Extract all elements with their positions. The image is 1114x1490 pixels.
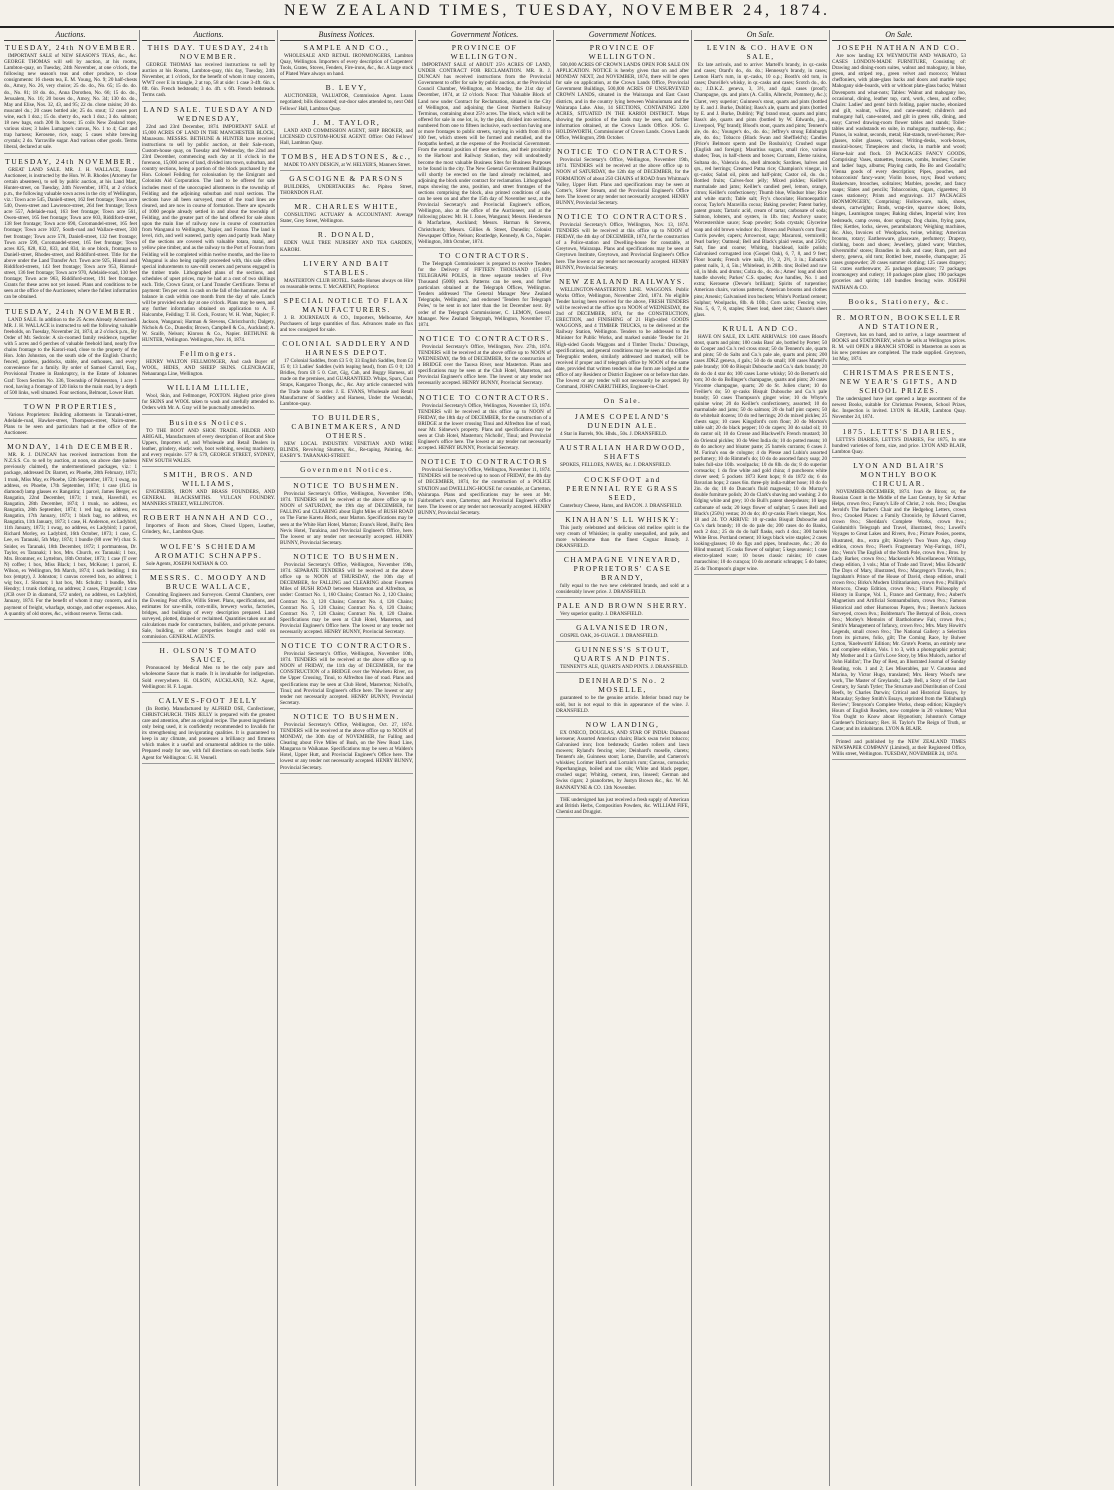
advertisement-title: LIVERY AND BAIT STABLES. (303, 258, 390, 277)
advertisement-body: Canterbury Cheese, Hams, and BACON. J. DRANSFIELD. (560, 502, 683, 509)
advertisement-body: Provincial Secretary's Office, Wellington, November 19th, 1874. TENDERS will be received at the above office up to NOON of SATURDAY, the 12th day of DECEMBER, for the FORMATION of about 250 CHAINS of ROAD from Whitmaa's Valley, Upper Hutt. Plans and specifications may be seen at Cotter's, Silver Stream, and the Provincial Engineer's Office here. The lowest or any tender not necessarily accepted. HENRY BUNNY, Provincial Secretary. (556, 157, 689, 206)
column-heading: Auctions. (142, 30, 275, 41)
advertisement-body: Pronounced by Medical Men to be the only pure and wholesome Sauce that is made. It is invaluable for indigestion. Sold everywhere. H. OLSON, AUCKLAND, N.Z. Agent, Wellington: H. F. Logan. (142, 665, 275, 690)
advertisement-body: Printed and published by the NEW ZEALAND TIMES NEWSPAPER COMPANY (Limited), at their Registered Office, Willis street, Wellington. TUESDAY, NOVEMBER 24, 1874. (832, 738, 966, 757)
advertisement-body: EX ONECO, DOUGLAS, AND STAR OF INDIA: Diamond kerosene; Assorted American chairs; Black swan twist tobacco; Galvanised iron; Iron bedsteads; Garden rollers and lawn mowers; Ryland's fencing wire; Deinhard's moselle, clarets; Tennent's ale, Guinness stout; Lorne, Danville, and Cameron's whiskies; Lorimer Hart's and Lorrain's rum; Canvas, cornsacks; Paperhangings, boiled and raw oils; White and black pepper, crushed sugar; Whiting, cement, iron, linseed; German and Swiss cigars; 2 pianofortes, by Justyn Brown &c., &c. W. M. BANNATYNE & CO. 13th November. (556, 729, 689, 791)
advertisement-title: NEW ZEALAND RAILWAYS. (559, 276, 686, 286)
column-heading: On Sale. (694, 30, 827, 41)
advertisement-title: NOTICE TO CONTRACTORS. (419, 392, 550, 402)
advertisement (280, 174, 413, 199)
advertisement (556, 475, 689, 512)
advertisement-body: Provincial Secretary's Office, Wellington, Nov. 13, 1874. TENDERS will be received at this office up to NOON of FRIDAY, the 4th day of DECEMBER, 1874, for the construction of a Police-station and Dwelling-house for constable, at Greytown, Wairarapa. Plans and specifications may be seen at Greytown Institute, Greytown, and Provincial Engineer's Office here. The lowest or any tender not necessarily accepted. HENRY BUNNY, Provincial Secretary. (556, 221, 689, 271)
advertisement (556, 623, 689, 642)
advertisement-body: TO THE BOOT AND SHOE TRADE. HILDER AND ABIGAIL, Manufacturers of every description of Boot and Shoe Uppers, Importers of, and Wholesale and Retail Dealers in leather, grindery, elastic web, boot webbing, sewing machinery, and every requisite. 577 & 579, GEORGE STREET, SYDNEY, NEW SOUTH WALES. (142, 427, 275, 464)
advertisement-title: NOTICE TO CONTRACTORS. (557, 211, 688, 221)
advertisement (556, 601, 689, 620)
advertisement-title: TO CONTRACTORS. (439, 250, 530, 260)
advertisement-title: H. OLSON'S TOMATO SAUCE, (159, 646, 258, 665)
advertisement-body: CONSULTING ACTUARY & ACCOUNTANT. Average Stater, Grey Street, Wellington. (280, 212, 413, 225)
advertisement-title: PROVINCE OF WELLINGTON. (588, 43, 657, 61)
advertisement (4, 307, 137, 399)
column-5 (554, 30, 692, 1486)
advertisement-body: ENGINEERS, IRON AND BRASS FOUNDERS, AND GENERAL BLACKSMITHS. VULCAN FOUNDRY. MANNERS STREET, WELLINGTON. (142, 489, 275, 508)
advertisement-body: Sole Agents, JOSEPH NATHAN & CO. (146, 560, 229, 567)
advertisement-body: 22nd and 23rd December, 1874. IMPORTANT SALE of 15,000 ACRES OF LAND IN THE MANCHESTER BLOCK, Manawatu. MESSRS. BETHUNE & HUNTER have received instructions to sell by public auction, at their Sale-room, Custom-house quay, on Tuesday and Wednesday, the 22nd and 23rd December, commencing each day at 11 o'clock in the forenoon, 15,000 acres of land, divided into town, suburban, and country sections, being a portion of the block purchased by the Hon. Colonel Feilding for colonisation by the Emigrant and Colonists Aid Corporation. The land to be offered for sale includes most of the unoccupied allotments in the township of Feilding and the adjoining suburban and rural sections. The sections have all been surveyed, most of the road lines are cleared, and are now in course of formation. There are upwards of 1000 people already settled in and about the township of Feilding, and the greater part of the land offered for sale abuts upon the main line of railway now in course of construction from Wanganui to Wellington, Napier, and Foxton. The land is level, rich, and well watered, partly open and partly bush. Many of the sections are covered with valuable totara, matai, and yellow pine timber, and as the railway to the Port of Foxton from Feilding will be completed within twelve months, and the line to Wanganui is also being rapidly proceeded with, this sale offers special inducements to saw-mill owners and persons engaged in the timber trade. Lithographed plans of the sections, and schedules of upset prices, may be had at a cost of two shillings each. Title, Crown Grant, or Land Transfer Certificate. Terms of payment: Ten per cent. in cash on the fall of the hammer, and the balance in cash within one month from the day of sale. Lunch will be provided each day at one o'clock. Plans may be seen, and any further information obtained on application to A. F. Halcombe, Feilding; T. H. Cock, Foxton; W. H. Watt, Napier; F. Jackson, Wanganui; Harman & Stevens, Christchurch; Dalgety, Nichols & Co., Dunedin; Brown, Campbell & Co., Auckland; A. W. Scaife, Nelson; Kinross & Co., Napier. BETHUNE & HUNTER, Wellington. Wellington, Nov. 16, 1874. (142, 123, 275, 343)
advertisement (556, 277, 689, 394)
advertisement (418, 334, 551, 390)
advertisement (832, 461, 966, 736)
advertisement-body: Consulting Engineers and Surveyors. Central Chambers, over the Evening Post office, Willis Street. Plans, specifications, and estimates for saw-mills, corn-mills, brewery works, factories, bridges, and buildings of every description prepared. Land surveyed, plotted, drained or reclaimed. Quantities taken out and calculations made for contractors, builders, and private persons. Sale, building, or other properties bought and sold on commission. GENERAL AGENTS. (142, 591, 275, 641)
advertisement-body: EDEN VALE TREE NURSERY AND TEA GARDEN, KARORI. (280, 240, 413, 253)
advertisement (280, 259, 413, 293)
advertisement-title: JAMES COPELAND'S DUNEDIN ALE. (574, 412, 671, 431)
advertisement (142, 513, 275, 538)
advertisement-body: MR. R. J. DUNCAN has received instructions from the N.Z.S.S. Co. to sell by auction, at noon, on above date (unless previously claimed), the undermentioned packages, viz.: 1 package, addressed Dr. Barrett, ex Phoebe, 28th February, 1873; 1 trunk, Miss May, ex Phoebe, 12th September, 1873; 1 swag, no address, ex Phoebe, 17th September, 1874; 1 case (JLG in diamond) lamp glasses ex Rangatira; 1 parcel, James Berger, ex Rangatira, 22nd December, 1873; 1 trunk, Haverhill, ex Rangatira, 28th December, 1874; 1 trunk, no address, ex Rangatira, 28th September, 1874; 1 red bag, no address, ex Rangatira, 17th January, 1873; 1 black bag, no address, ex Rangatira, 11th January, 1873; 1 case, H. Anderson, ex Ladybird, 11th January, 1873; 1 swag, no address, ex Ladybird; 1 parcel, Richard Morley, ex Ladybird, 16th October, 1873; 1 case, C. Lee, ex Taranaki, 5th May, 1874; 1 bundle (88 over W) char. S. Snider, ex Taranaki, 18th December, 1872; 1 portmanteau, Dr. Taylor, ex Taranaki; 1 box, Mrs. Church, ex Taranaki; 1 box, Mrs. Brommer, ex Lyttelton, 18th October, 1873; 1 case (T over N) coffee; 1 box, Miss Black; 1 box, McKune; 1 parcel, E. Wilson, ex Wellington, 9th March, 1874; 1 sack bedding; 1 tin box (empty), J. Johnston; 1 canvas covered box, no address; 1 wig box, J. Sloman; 1 hat box, Mr. Schultz; 1 bundle, Mrs. Hendry; 1 trunk clothing, no address; 2 cases, Fitzgerald; 1 case (JCB over D in diamond, 572 under), no address, ex Ladybird, January, 1874. For the benefit of whom it may concern, and in payment of freight, wharfage, storage, and other expenses. Also, A quantity of old stores, &c., without reserve. Terms cash. (4, 452, 137, 617)
advertisement (280, 481, 413, 549)
advertisement-title: THIS DAY. TUESDAY, 24th NOVEMBER. (147, 43, 270, 61)
advertisement-title: TO BUILDERS, CABINETMAKERS, AND OTHERS. (291, 412, 402, 440)
advertisement-title: DEINHARD'S No. 2 MOSELLE, (578, 676, 667, 695)
advertisement-title: GASCOIGNE & PARSONS (289, 174, 404, 184)
advertisement-title: NOTICE TO BUSHMEN. (293, 551, 400, 561)
advertisement (142, 105, 275, 346)
advertisement (556, 645, 689, 673)
advertisement-title: Fellmongers. (179, 348, 238, 358)
advertisement-title: TOWN PROPERTIES, (23, 401, 118, 411)
advertisement-title: JOSEPH NATHAN AND CO. (837, 43, 961, 52)
advertisement-body: This justly celebrated and delicious old mellow spirit is the very cream of Whiskies; in quality unequalled, and pale, and more wholesome than the finest Cognac Brandy. J. DRANSFIELD. (556, 524, 689, 549)
advertisement (556, 396, 689, 409)
advertisement-body: BUILDERS, UNDERTAKERS &c. Pipitea Street, THORNDON FLAT. (280, 184, 413, 197)
advertisement (832, 43, 966, 294)
advertisement-body: MADE TO ANY DESIGN, at W. HELYER'S, Manners Street. (284, 161, 412, 168)
advertisement-body: Various Proprietors: Building allotments in Taranaki-street, Adelaide-road, Hawker-street, Thompson-street, Nairn-street. Plans to be seen and particulars had at the office of the Auctioneer. (4, 411, 137, 437)
advertisement-title: WOLFE'S SCHIEDAM AROMATIC SCHNAPPS. (154, 541, 263, 560)
advertisement-body: LAND SALE. In addition to the 25 Acres Already Advertised. MR. J. H. WALLACE is instructed to sell the following valuable freeholds, on Tuesday, November 24, 1874, at 2 o'clock p.m., By Order of Mr. Sedcole: A six-roomed family residence, together with 5 acres and 6 perches of valuable freehold land, nearly five chains frontage to the Karori-road, close to the property of the Hon. John Johnston, on the south side of the English Church; fenced, gardens, paddocks, stable, and outhouses, and every convenience for a family. By order of Samuel Carroll, Esq., Provisional Trustee in Bankruptcy, in the Estate of Johannes Graf: Town Section No. 336, Township of Palmerston, 1 acre 1 rood, having a frontage of 120 links to the main road, by a depth of 500 links, well situated. Four sections, Belmont, Lower Hutt. (4, 316, 137, 396)
advertisement-title: R. MORTON, BOOKSELLER AND STATIONER, (836, 312, 962, 331)
advertisement-body: LAND AND COMMISSION AGENT, SHIP BROKER, and LICENSED CUSTOM-HOUSE AGENT. Office: Odd Fellows' Hall, Lambton Quay. (280, 127, 413, 146)
advertisement-body: Greytown, has on hand, and to arrive, a large assortment of BOOKS and STATIONERY, which he sells at Wellington prices. R. M. will OPEN a BRANCH STORE in Masterton as soon as his new premises are completed. The trade supplied. Greytown, 1st May, 1874. (832, 331, 966, 363)
advertisement-body: IMPORTANT SALE of ABOUT 25½ ACRES OF LAND, UNDER CONTRACT FOR RECLAMATION. MR. R. J. DUNCAN has received instructions from the Provincial Government to offer for sale by public auction, at the Provincial Council Chamber, Wellington, on Monday, the 21st day of December, 1874, at 12 o'clock Noon: That Valuable Block of Land now under Contract for Reclamation, situated in the City of Wellington, and adjoining the Great Northern Railway Terminus, containing about 25½ acres. The block, which will be offered for sale in one lot, is, by the plan, divided into sections, numbered from one to fifteen inclusive, each section having one or more frontages to public streets, varying in width from 40 to 100 feet, which streets will be formed and metalled, and the footpaths kerbed, at the expense of the Provincial Government. From the central position of these sections, and their proximity to the Harbour and Railway Station, they will undoubtedly become the most valuable Business Sites for Business Purposes to be found in the city. The New General Government Buildings will shortly be erected on the land already reclaimed, and adjoining the block under contract for reclamation. Lithographed maps showing the area, position, and street frontages of the sections comprising the block, also printed conditions of sale, can be seen on and after the 15th day of November next, at the Provincial Secretary's and Provincial Engineer's offices, Wellington, also at the office of the Auctioneer, and at the following places: Mr. H. I. Jones, Wanganui; Messrs. Henderson & Macfarlane, Auckland; Messrs. Harman & Stevens, Christchurch; Messrs. Gillies & Street, Dunedin; Colonist Newspaper Office, Nelson; Routledge, Kennedy, & Co., Napier. Wellington, 30th October, 1874. (418, 62, 551, 245)
advertisement (142, 43, 275, 102)
advertisement (556, 515, 689, 552)
advertisement (556, 147, 689, 209)
advertisement-body: 17 Colonial Saddles, from £3 5 0; 33 English Saddles, from £2 15 0; 13 Ladies' Saddles (with leaping head), from £5 0 0; 120 Bridles, from £0 5 0. Cart, Gig, Cab, and Buggy Harness, all made on the premises, and GUARANTEED. Whips, Spurs, Coat Straps, Kangaroo Thongs, &c., &c. Any article connected with the Trade made to order. J. E. EVANS, Wholesale and Retail Manufacturer of Saddlery and Harness, Under the Verandah, Lambton-quay. (280, 358, 413, 407)
column-heading: On Sale. (832, 30, 966, 41)
advertisement-body: HAVE ON SALE, EX LATE ARRIVALS: 100 cases Blood's stout, quarts and pints; 100 casks Bass' ale, bottled by Porter; 50 do Cooper and Co.'s red cross stout; 50 do Tennent's ale, quarts and pints; 50 do Salts and Co.'s pale ale, quarts and pints; 200 cases JDKZ geneva, 4 gals.; 50 do do small; 100 cases Martell's pale brandy; 100 do Bisquit Dubouche and Co.'s dark brandy; 20 do do do 4 star do; 100 cases Lorne whisky; 50 do Bernett's old tom; 30 do do Bollinger's champagne, quarts and pints; 20 cases Vicomte champagne, quarts; 20 do St. Julien claret; 10 do Freilier's do; 50 qr-casks Bisquit Dubouche and Co.'s pale brandy; 50 cases Thompson's ginger wine; 10 do Whyte's quinine wine; 20 do Keiller's confectionery, assorted; 10 do marmalade and jams; 50 do salmon; 20 do half pint capers; 50 do whitebait dozens; 10 do red herrings; 20 do mixed pickles; 25 chests sago; 10 cases Kingsford's corn flour; 20 do Morton's table salt; 20 do black pepper; 10 do capers; 30 do salad oil; 10 do castor oil; 10 do Crosse and Blackwell's French mustard; 30 do Oriental pickles; 10 do West India do; 10 do potted meats; 10 do do anchovy and bloater paste; 25 barrels currants; 6 cases J. M. Farina's eau de cologne; 4 do Plesse and Lubin's assorted perfumery; 10 do Rimmel's do; 10 do do assorted fancy soap; 20 bales full-size 10lb. woolpacks; 10 do 8lb. do do; 8 do superior cornsacks; 1 do fine white and gold china; 4 puncheons white clover seed; 5 pockets 1873 Kent hops; 8 do 1872 do; 6 do Bavarian hops; 2 cases 6in. three-ply india-rubber hose; 10 do do 2in. do do; 10 do Duncan's fluid magnesia; 10 do Murray's double furniture polish; 20 do Clark's shaving and washing; 2 do Edging white and grey; 10 do Bull's patent sheepshears; 10 kegs carbonate of soda; 20 kegs flower of sulphur; 5 cases Bell and Black's (250's) vestas; 20 do do; 40 qr-casks Fine's vinegar, Nos. 18 and 24. TO ARRIVE: 10 qr-casks Bisquit Dubouche and Co.'s dark brandy; 10 do do pale do; 200 cases do do Banks, each 2 doz.; 25 do do do half flasks, each 4 doz.; 300 barrels White Bros. Portland cement; 10 kegs black wire staples; 2 cases looking-glasses; 10 do figs and pipes, brushware, &c.; 20 do Blind mustard; 15 casks flower of sulphur; 5 kegs arsenic; 1 case electro-plated ware; 10 boxes classic raisins; 10 cases maraschino; 10 do curaçoa; 10 do aromatic schnapps; 5 do bates; 25 do Thompson's ginger wine. (694, 333, 827, 572)
advertisement (556, 720, 689, 794)
advertisement-body: Ex late arrivals, and to arrive: Martell's brandy, in qr.-casks and cases; Otard's do., do. do.; Hennessy's brandy, in cases; Lemon Hart's rum, in qr.-casks, 10 o.p.; Booth's old tom, in cases; Dunville's whisky, in qr.-casks and cases; Scotch do., do. do.; J.D.K.Z. geneva, 3, 3½, and 4gal. cases (proof); Champagne, qts. and pints (A. Collin, Albrecht, Pommery, &c.); Claret, very superior; Guinness's stout, quarts and pints (bottled by E. and J. Burke, Dublin); Bass's ale, quarts and pints (bottled by E. and J. Burke, Dublin); 'Pig' brand stout, quarts and pints; Bass's ale, quarts and pints (bottled by W. Edwards, jun., Liverpool, 'Pig' brand); Blood's stout, quarts and pints; Tennent's ale, do. do.; Younger's do., do. do.; Jeffrey's strong Edinburgh ale, do. do.; Tobacco (Black Swan and Sheffield's); Candles (Price's Belmont sperm and De Roubaix's); Crushed sugar (English and foreign); Mauritius sugars, small rice, various shades; Teas, in half-chests and boxes; Currants, Eleme raisins, Sultana do., Valencia do., shell almonds; Sardines, halves and qrs., red herrings; Creamed Patna rice; Champion's vinegar, in qr.-casks; Salad oil, pints and half-pints; Castor oil, do. do.; Bottled fruits; Calves-foot jelly; Mixed pickles; Keiller's marmalade and jams; Keiller's candied peel, lemon, orange, citron; Keiller's confectionery; Thumb blue, Windsor blue; Rice and white starch; Table salt; Fry's chocolate; Homoeopathic cocoa; Taylor's Maravilla cocoa; Baking powder; Patent barley, patent groats; Tartaric acid, cream of tartar, carbonate of soda; Salmon, lobsters, and oysters, in 1lb. tins; Anchovy sauce; Worcestershire sauce; Soap powder; Soda crystals; Glycerine soap and old brown windsor do.; Brown and Polson's corn flour; Curris powder, capers; Arrowroot, sago; Macaroni, vermicelli; Pearl barley; Oatmeal; Bell and Black's plaid vestas, and 250's; Salt, fine and coarse; Whiting, blacklead, knife polish; Galvanised corrugated iron (Gospel Oak), 6, 7, 8, and 9 feet; Floor boards; French wire nails, 1½, 2, 2½, 3 in.; Eubank's patent nails, 3, 4, 5in.; Whitelead, in 28lb. tins; Boiled and raw oil, in hhds. and drums; Colza do., do. do.; Ames' long and short handle shovels; Parkes' C.S. spades; Axe handles, No. 1 and extra; Kerosene (Devoe's brilliant); Spirits of turpentine; American chairs, various patterns; American brooms and clothes pins; Arsenic; Galvanised iron buckets; White's Portland cement; Sulphur; Woolpacks, 8lb. & 10lb.; Corn sacks; Fencing wire, Nos. 5, 6, 7, 8, staples; Sheet lead, sheet zinc; Chance's sheet glass. (694, 62, 827, 318)
advertisement (280, 413, 413, 462)
advertisement-title: PROVINCE OF WELLINGTON. (450, 43, 519, 61)
advertisement-title: NOTICE TO BUSHMEN. (293, 711, 400, 721)
advertisement (556, 555, 689, 598)
advertisement-body: AUCTIONEER, VALUATOR, Commission Agent. Loans negotiated; bills discounted; out-door sales attended to, next Odd Fellows' Hall, Lambton Quay. (280, 93, 413, 112)
advertisement (832, 313, 966, 365)
masthead (0, 0, 1114, 28)
column-4 (416, 30, 554, 1486)
advertisement-title: NOTICE TO BUSHMEN. (293, 481, 400, 491)
advertisement-title: ROBERT HANNAH AND CO., (143, 513, 274, 523)
advertisement (280, 339, 413, 410)
advertisement-body: J. B. JOURNEAUX & CO., Importers, Melbourne, Are Purchasers of large quantities of flax. Advances made on flax and tow consigned for sale. (280, 314, 413, 333)
advertisement-title: NOTICE TO CONTRACTORS (420, 457, 549, 467)
advertisement (142, 573, 275, 644)
advertisement-body: Provincial Secretary's Office, Wellington, November 10th, 1874. TENDERS will be received at the above office up to NOON of FRIDAY, the 11th day of DECEMBER, for the CONSTRUCTION of a BRIDGE over the Waiwhetu River, on the Upper Crossing, Tinui, to Alfredton line of road. Plans and specifications may be seen at Club Hotel, Masterton; Nicholl's, Tinui; and Provincial Engineer's office here. The lowest or any tender not necessarily accepted. HENRY BUNNY, Provincial Secretary. (280, 651, 413, 706)
advertisement (694, 43, 827, 321)
advertisement (280, 465, 413, 478)
advertisement-title: MONDAY, 14th DECEMBER. (7, 442, 134, 452)
column-1 (2, 30, 140, 1486)
advertisement (556, 43, 689, 144)
advertisement-body: LETTS'S DIARIES, LETTS'S DIARIES, For 1875, In one hundred varieties of form, size, and price. LYON AND BLAIR, Lambton Quay. (832, 436, 966, 455)
advertisement-body: Importers of Boots and Shoes, Closed Uppers, Leather, Grindery, &c., Lambton Quay. (142, 523, 275, 536)
advertisement-title: SPECIAL NOTICE TO FLAX MANUFACTURERS. (283, 295, 410, 314)
advertisement-body: guaranteed to be the genuine article. Inferior brand may be sold, but is not equal to this in appearance of the wine. J. DRANSFIELD. (556, 695, 689, 714)
advertisement (280, 202, 413, 227)
advertisement-title: WILLIAM LILLIE, (167, 383, 250, 393)
advertisement-body: Provincial Secretary's Office, Wellington, Oct. 27, 1874. TENDERS will be received at the above office up to NOON of MONDAY, the 30th day of NOVEMBER, for Falling and Clearing about Five Miles of Bush, on the New Road Line, Mangaroa to Waikanae. Specifications may be seen at Walden's Hotel, Upper Hutt, and Provincial Engineer's Office here. The lowest or any tender not necessarily accepted. HENRY BUNNY, Provincial Secretary. (280, 721, 413, 771)
column-heading: Auctions. (4, 30, 137, 41)
advertisement-title: CALVES-FOOT JELLY (158, 695, 259, 705)
advertisement-body: The Telegraph Commissioner is prepared to receive Tenders for the Delivery of FIFTEEN THOUSAND (15,000) TELEGRAPH POLES, in three separate tenders of Five Thousand (5000) each. Patterns can be seen, and further particulars obtained at the Telegraph Offices, Wellington. Tenders addressed 'The General Manager New Zealand Telegraphs, Wellington,' and endorsed 'Tenders for Telegraph Poles,' to be sent in not later than the 1st December next. By order of the Telegraph Commissioner, C. LEMON, General Manager. New Zealand Telegraph, Wellington, November 17, 1874. (418, 260, 551, 328)
advertisement-title: TOMBS, HEADSTONES, &c., (281, 151, 412, 161)
advertisement (280, 296, 413, 336)
advertisement-title: NOTICE TO CONTRACTORS. (419, 333, 550, 343)
advertisement-title: 1875. LETTS'S DIARIES, (842, 426, 956, 436)
advertisement-body: TENNENT'S ALE, QUARTS AND PINTS. J. DRANSFIELD. (560, 664, 689, 671)
advertisement (280, 43, 413, 80)
advertisement-body: Are now landing EX WEYMOUTH AND WAIKATO, 53 CASES LONDON-MADE FURNITURE, Consisting of: Drawing and dining-room suites, walnut and mahogany, in blue, green, and striped rep., green velvet and morocco; Walnut cheffoniers, with plate-glass backs and doors and marble tops; Mahogany side-boards, with or without plate-glass backs; Walnut Davenports and what-nots; Tables: Walnut and mahogany loo, occasional, dining, leather top, card, work, chess, and coffee; Chairs: Ladies' and gents' birch folding, papier mache, ebonized and gilt, walnut, willow, and cane-seated; children's and mahogany hall, cane-seated, and gilt in green silk, dining, and easy; Carved drawing-room flower tables and stands; Toilet-tables and washstands en suite, in mahogany, marble-top, &c.; Pianos, in walnut, seconds, metal; Hat-stands, towel-horses; Pier-glasses, toilet glasses, various; Writing-desks, work-boxes, musical-boxes; Timepieces and clocks, in marble and wood; Horse-hair and flock. 59 PACKAGES FANCY GOODS, Comprising: Vases, statuettes, bronzes, combs, brushes; Courier and ladies' bags, albums; Playing cards, Bo Bo and Goodall's; Vienna goods of every description; Pipes, pouches, and tobacconists' fancy-ware; Violin boxes, toys; Bead workers; Basketware, brooches, solitaires; Marbles, powder, and fancy soaps; Slates and pencils; Tobacconists, cigars, cigarettes; 10 cases stationery; Prints and engravings. 317 PACKAGES IRONMONGERY, Comprising: Hollowware, nails, shoes, shears, cartwrights; Brads, wrap-tire, sparrow shoes; Bolts, hinges, Leamington ranges; Baking dishes, Imperial wire; Iron bedsteads, camp ovens, door springs; Dog chains, frying pans, files; Kettles, locks, sieves, perambulators; Weighing machines, &c. Also, Invoices of: Woolpacks, twine, whiting; American brooms, rotary; Earthenware, glassware, perfumery; Drapery, clothing, boots and shoes; Jewellery, plated ware; Watches, silversmiths' stores; Brandies in bulk and case; Rum, port and sherry, geneva, old tom; Bottled beer, moselle, champagne; 25 cases gunpowder; 20 cases summer clothing; 125 cases drapery; 51 crates earthenware; 25 packages glassware; 72 packages ironmongery and cutlery; 10 packages plate glass; 190 packages groceries and spirits; 140 bundles fencing wire. JOSEPH NATHAN & CO. (832, 53, 966, 291)
newspaper-columns (2, 30, 1112, 1486)
advertisement-title: KINAHAN'S LL WHISKY: (565, 514, 680, 524)
advertisement (4, 43, 137, 154)
advertisement-body: Provincial Secretary's Office, Wellington, November 11, 1874. TENDERS will be received up to noon of FRIDAY, the 4th day of DECEMBER, 1874, for the construction of a POLICE STATION and DWELLING-HOUSE for constable, at Carterton, Wairarapa. Plans and specifications may be seen at Mr. Fairbrother's store, Carterton; and Provincial Engineer's office here. The lowest or any tender not necessarily accepted. HENRY BUNNY, Provincial Secretary. (418, 467, 551, 516)
column-2 (140, 30, 278, 1486)
advertisement-body: GEORGE THOMAS has received instructions to sell by auction at his Rooms, Lambton-quay, this day, Tuesday, 24th November, at 1 o'clock, for the benefit of whom it may concern, WWT over E in triangle, 2 at top, 58 at side: 1 case 3-4ft. 6in. x 6ft. 6in. French bedsteads; 3 do. 4ft. x 6ft. French bedsteads. Terms cash. (142, 62, 275, 99)
advertisement-body: SPOKES, FELLOES, NAVES, &c. J. DRANSFIELD. (560, 462, 671, 469)
advertisement-body: GOSPEL OAK, 26-GUAGE. J. DRANSFIELD. (560, 633, 659, 640)
advertisement (4, 157, 137, 304)
advertisement (556, 676, 689, 716)
advertisement-title: R. DONALD, (317, 230, 376, 240)
advertisement-body: WELLINGTON-MASTERTON LINE. WAGGONS. Public Works Office, Wellington, November 23rd, 1874. No eligible Tender having been received for the above, FRESH TENDERS will be received at the office up to NOON of WEDNESDAY, the 2nd of DECEMBER, 1874, for the CONSTRUCTION, ERECTION, and FINISHING of 21 High-sided GOODS WAGGONS, and 4 TIMBER TRUCKS, to be delivered at the Railway Station, Wellington. Tenders to be addressed to the Minister for Public Works, and marked outside 'Tender for 21 High-sided Goods Waggons and 4 Timber Trucks.' Drawings, specifications, and general conditions may be seen at this Office. Telegraphic tenders, similarly addressed and marked, will be received if proper and if telegraph office by NOON of the same date, provided that written tenders in due form are lodged at the office of any Resident or District Engineer on or before that date. The lowest or any tender will not necessarily be accepted. By Command, JOHN CARRUTHERS, Engineer-in-Chief. (556, 286, 689, 391)
advertisement-body: 500,000 ACRES OF CROWN LANDS OPEN FOR SALE ON APPLICATION. NOTICE is hereby given that on and after MONDAY NEXT, 2nd NOVEMBER, 1874, there will be open for sale on application, at the Crown Lands Office, Provincial Government Buildings, 500,000 ACRES OF UNSURVEYED CROWN LANDS, situated in the Wairarapa and East Coast districts, and in the country lying between Wainuiomata and the Wairarapa Lake. Also, 14 SECTIONS, CONTAINING 3200 ACRES, SITUATED IN THE KARIOI DISTRICT. Maps showing the position of the lands may be seen, and further information obtained, at the Crown Lands Office. JOS. G. HOLDSWORTH, Commissioner of Crown Lands. Crown Lands Office, Wellington, 29th October. (556, 62, 689, 142)
advertisement-body: Wool, Skin, and Fellmonger, FOXTON. Highest price given for SKINS and WOOL taken to wash and carefully attended to. Orders with Mr. A. Gray will be punctually attended to. (142, 393, 275, 412)
advertisement (142, 418, 275, 468)
advertisement-title: MR. CHARLES WHITE, (294, 202, 399, 212)
advertisement (832, 297, 966, 310)
advertisement (142, 383, 275, 414)
advertisement (4, 442, 137, 620)
advertisement (142, 696, 275, 764)
advertisement-title: TUESDAY, 24th NOVEMBER. (5, 43, 136, 52)
advertisement-title: Books, Stationery, &c. (848, 296, 950, 306)
advertisement (280, 552, 413, 638)
advertisement (142, 349, 275, 380)
advertisement-title: LYON AND BLAIR'S MONTHLY BOOK CIRCULAR. (853, 460, 945, 488)
advertisement-title: TUESDAY, 24th NOVEMBER. (5, 306, 136, 316)
advertisement-body: Provincial Secretary's Office, Wellington, Nov. 27th, 1874. TENDERS will be received at the above office up to NOON of WEDNESDAY, the 9th of DECEMBER, for the construction of a BRIDGE over the Tauwa River, near Masterton. Plans and specifications may be seen at the Club Hotel, Masterton, and Provincial Engineer's office here. The lowest or any tender not necessarily accepted. HENRY BUNNY, Provincial Secretary. (418, 343, 551, 387)
column-7 (830, 30, 968, 1486)
advertisement-title: SMITH, BROS. AND WILLIAMS, (163, 470, 254, 489)
advertisement (142, 542, 275, 570)
advertisement-title: GALVANISED IRON, (576, 623, 669, 633)
column-heading: Government Notices. (556, 30, 689, 41)
advertisement-title: CHRISTMAS PRESENTS, NEW YEAR'S GIFTS, AND SCHOOL PRIZES. (839, 368, 959, 396)
advertisement-title: GUINNESS'S STOUT, QUARTS AND PINTS. (573, 645, 672, 664)
advertisement-title: COLONIAL SADDLERY AND HARNESS DEPOT. (282, 339, 411, 358)
advertisement-title: CHAMPAGNE VINEYARD, PROPRIETORS' CASE BRANDY, (563, 554, 682, 582)
column-3 (278, 30, 416, 1486)
column-6 (692, 30, 830, 1486)
newspaper-title: NEW ZEALAND TIMES, TUESDAY, NOVEMBER 24, 1874. (283, 2, 830, 19)
advertisement-body: The undersigned have just opened a large assortment of the newest Books, suitable for Christmas Presents, School Prizes, &c. Inspection is invited. LYON & BLAIR, Lambton Quay. November 24, 1874. (832, 396, 966, 421)
advertisement-body: NEW LOCAL INDUSTRY. VENETIAN AND WIRE BLINDS, Revolving Shutters, &c., Re-taping, Painting, &c. EASBY'S. TARANAKI-STREET. (280, 440, 413, 459)
advertisement-title: Business Notices. (169, 417, 248, 427)
advertisement (280, 712, 413, 774)
advertisement-title: LAND SALE. TUESDAY AND WEDNESDAY, (143, 104, 274, 123)
advertisement-body: Very superior quality. J. DRANSFIELD. (560, 611, 643, 618)
advertisement (556, 797, 689, 818)
advertisement-body: WHOLESALE AND RETAIL IRONMONGERS, Lambton Quay, Wellington. Importers of every description of Carpenters' Tools, Grates, Stoves, Fenders, Fire-irons, &c., &c. A large stock of Plated Ware always on hand. (280, 53, 413, 78)
advertisement-body: MASTERTON CLUB HOTEL. Saddle Horses always on Hire on reasonable terms. T. McCARTHY, Proprietor. (280, 277, 413, 290)
advertisement (556, 412, 689, 440)
advertisement-body: HENRY WALTON FELLMONGER, And cash Buyer of WOOL, HIDES, AND SHEEP SKINS. GLENCRAGIE, Nehauranga Line, Wellington. (142, 358, 275, 378)
advertisement (694, 324, 827, 575)
advertisement-title: SAMPLE AND CO., (303, 43, 390, 52)
advertisement-title: Government Notices. (300, 465, 393, 475)
advertisement-body: Provincial Secretary's Office, Wellington, November 19th, 1874. SEPARATE TENDERS will be received at the above office up to NOON of THURSDAY, the 10th day of DECEMBER, for FALLING and CLEARING about Fourteen Miles of BUSH ROAD between Masterton and Alfredton, as under: Contract No. 1, 160 Chains; Contract No. 2, 120 Chains; Contract No. 3, 120 Chains; Contract No. 4, 120 Chains; Contract No. 5, 120 Chains; Contract No. 6, 120 Chains; Contract No. 7, 120 Chains; Contract No. 8, 120 Chains. Specifications may be seen at Club Hotel, Masterton, and Provincial Engineer's Office here. The lowest or any tender not necessarily accepted. HENRY BUNNY, Provincial Secretary. (280, 561, 413, 635)
advertisement-body: Provincial Secretary's Office, Wellington, November 19th, 1874. TENDERS will be received at the above office up to NOON of SATURDAY, the 19th day of DECEMBER, for FALLING and CLEARING about Eight Miles of BUSH ROAD on The Farne Karetu Block, near Marton. Specifications may be seen at the White Hart Hotel, Marton; Evans's Hotel, Bull's; Ben Nevis Hotel, Turakina, and Provincial Engineer's Office, here. The lowest or any tender not necessarily accepted. HENRY BUNNY, Provincial Secretary. (280, 491, 413, 546)
advertisement (280, 83, 413, 114)
advertisement-body: (In Bottle). Manufactured by ALFRED OSE, Confectioner, CHRISTCHURCH. THIS JELLY is prepared with the greatest care and attention, after an original recipe. The purest ingredients only being used, it is confidently recommended to Invalids for its strengthening and invigorating qualities. It is guaranteed to keep in any climate, and possesses a brilliancy and firmness which makes it a useful and ornamental addition to the table. Prepared ready for use, with full directions on each bottle. Sole Agent for Wellington: G. H. Vennell. (142, 705, 275, 761)
advertisement-title: COCKSFOOT and PERENNIAL RYE GRASS SEED, (566, 474, 679, 502)
advertisement-title: KRULL AND CO. (722, 323, 799, 333)
advertisement (280, 152, 413, 171)
advertisement-title: LEVIN & CO. HAVE ON SALE, (706, 43, 815, 61)
advertisement (280, 230, 413, 255)
advertisement-title: B. LEVY, (325, 83, 368, 93)
advertisement (418, 43, 551, 248)
column-heading: Business Notices. (280, 30, 413, 41)
advertisement-title: J. M. TAYLOR, (312, 117, 381, 127)
column-heading: Government Notices. (418, 30, 551, 41)
advertisement (4, 402, 137, 439)
advertisement (280, 118, 413, 149)
advertisement-title: MESSRS. C. MOODY AND BRUCE WALLACE, (149, 572, 268, 591)
advertisement-title: TUESDAY, 24th NOVEMBER. (5, 156, 136, 166)
advertisement-body: Provincial Secretary's Office, Wellington, November 13, 1874. TENDERS will be received at this office up to NOON of FRIDAY, the 18th day of DECEMBER, for the construction of a BRIDGE at the lower crossing Tinui and Alfredton line of road, near Mr. Sidnews's property. Plans and specifications may be seen at Club Hotel, Masterton; Nicholls', Tinui; and Provincial Engineer's office here. The lowest or any tender not necessarily accepted. HENRY BUNNY, Provincial Secretary. (418, 402, 551, 452)
advertisement-body: THE undersigned has just received a fresh supply of American and British Herbs, Composition Powders, &c. WILLIAM FIFE, Chemist and Druggist. (556, 796, 689, 815)
advertisement-title: NOW LANDING, (585, 719, 660, 729)
advertisement (418, 393, 551, 455)
advertisement (142, 470, 275, 510)
advertisement (832, 427, 966, 458)
advertisement (418, 251, 551, 331)
advertisement (832, 739, 966, 760)
advertisement (556, 212, 689, 274)
advertisement-title: AUSTRALIAN HARDWOOD, SHAFTS (559, 443, 686, 462)
advertisement-title: On Sale. (603, 396, 642, 406)
advertisement-title: NOTICE TO CONTRACTORS. (281, 641, 412, 651)
advertisement-body: fully equal to the two new celebrated brands, and sold at a considerably lower price. J. DRANSFIELD. (556, 582, 689, 596)
advertisement-title: PALE AND BROWN SHERRY. (557, 601, 688, 611)
advertisement-body: IMPORTANT SALE of NEW SEASON'S TEAS, &c., &c. GEORGE THOMAS will sell by auction, at his rooms, Lambton-quay, on Tuesday, 24th November, at one o'clock, the following new season's teas and other produce, to close consignments: 16 chests tea, E. M. Young, No. 9; 20 half-chests do., Amoy, No. 26, very choice; 25 do. do., No. 65; 15 do. do. do., No. 81; 18 do. do., Anna Dorothea, No. 66; 15 do. do., Jerusalem, No. 16; 20 boxes do., Amoy, No. 34; 130 do. do., May and Elise, Nos. 32, 43, and 95; 22 do. clone raisins; 20 do. muscatel do.; 20 cases bottled ale; 25 do. stout; 12 cases port wine, each 1 doz.; 15 do. sherry do., each 1 doz.; 3 do. salmon; 18 new bags, each 200 lb. boxes; 15 coils New Zealand rope, various sizes; 3 bales Lumagne's canvas, No. 1 to 4; Cast and trap harness; Kerosene, rice, soap; 5 cases white brewing crystals; 2 do. Yarraville sugar. And various other goods. Terms liberal, declared at sale. (4, 53, 137, 151)
advertisement (418, 457, 551, 519)
advertisement (280, 641, 413, 709)
advertisement (142, 646, 275, 692)
advertisement (832, 368, 966, 423)
advertisement-body: NOVEMBER-DECEMBER, 1874. Ivan de Biron; or, the Russian Court in the Middle of the Last Century, by Sir Arthur Helps, crown 8vo.; Fanny's Life of Christ, 2 vols. 8vo.; Douglas Jerrold's The Barber's Chair and the Hedgehog Letters, crown 8vo.; Crooked Places: a Family Chronicle, by Edward Garrett, crown 8vo.; Sheridan's Complete Works, crown 8vo.; Goldsmith's Telegraph and Travel, illustrated, 8vo.; Lowell's Voyages to Great Lakes and Rivers, 8vo.; Picture Posies, poems, illustrated, 4to., extra gilt; Kinsley's Two Years Ago, cheap edition, crown 8vo.; Fleet's Fragmentary Way-Farings, 1871, 4to.; Venn's The English of the North Pole, crown 8vo.; Bros. by Lady Barker, crown 8vo.; Mackenzie's Miscellaneous Writings, cheap edition, 3 vols.; Man of Trade and Travel; Miss Edwards' The Days of Mary, illustrated, 8vo.; Macgregor's Travels, 8vo.; Ingraham's Prince of the House of David, cheap edition, small crown 8vo.; Birks's Modern Utilitarianism, crown 8vo.; Phillips's Morocco, Cheap Edition, crown 8vo.; Flint's Philosophy of History in Europe, Vol. I., France and Germany, 8vo.; Aubert's Magnetism and Artificial Somnambulism, crown 8vo.; Famous Historical and other Humorous Papers, 8vo.; Beeton's Jackson Surveyed, crown 8vo.; Boldremar's The Betrayal of Bois, crown 8vo.; Morley's Memoirs of Bartholomew Fair, crown 8vo.; Smith's Management of Infancy, crown 8vo.; Mrs. Mary Howitt's Legends, small crown 8vo.; The National Gallery: a Selection from its pictures, folio, gilt; The Coming Race, by Bulwer Lytton, 'Knebworth' Edition; Mr. Grote's Poems, an entirely new and complete edition, Vols. 1 to 3, with a photographic portrait; My Mother and I: a Girl's Love Story, by Miss Muloch, author of 'John Halifax'; The Day of Rest, an Illustrated Journal of Sunday Reading, vols. 1 and 2; Les Miserables, par V. Cousteau and Marina, by Victor Hugo, translated; Mrs. Henry Wood's new work, The Master of Greylands; Lady Bell, a Story of the Last Century, by Sarah Tytler; The Structure and Distribution of Coral Reefs, by Charles Darwin; Critical and Historical Essays, by Macaulay; Sydney Smith's Essays, reprinted from the 'Edinburgh Review'; Tennyson's Complete Works, cheap edition; Kingsley's Hours of English Readers, now complete in 20 volumes; What You Ought to Know about Hypnotism; Johnston's Cottage Gardener's Dictionary; Rev. H. Taylor's The Reign of Truth, or Caste; and its inhabitants. LYON & BLAIR. (832, 488, 966, 733)
advertisement-body: GREAT LAND SALE. MR. J. H. WALLACE, Estate Auctioneer, is instructed by the Hon. W. B. Rhodes (Attorney for certain absentees), to sell by public auction, at his Land Mart, Hunter-street, on Tuesday, 24th November, 1874, at 2 o'clock p.m., the following valuable town acres in the city of Wellington, viz.: Town acre 545, Daniell-street, 162 feet frontage; Town acre 540, Owen-street and Lawrence-street, 264 feet frontage; Town acre 557, Adelaide-road, 163 feet frontage; Town acre 561, Owen-street, 165 feet frontage; Town acre 603, Riddiford-street, 138 feet frontage; Town acre 690, Coromandel-street, 165 feet frontage; Town acre 1027, South-road and Wallace-street, 330 feet frontage; Town acre 578, Daniell-street, 132 feet frontage; Town acre 599, Coromandel-street, 165 feet frontage; Town acres 825, 828, 832, 833, and 834, in one block, frontages to Daniell-street, Rhodes-street, and Riddiford-street. Title for the above under the Land Transfer Act. Town acre 925, Hintoul and Riddiford-streets, 143 feet frontage; Town acre 953, Rintoul-street, 136 feet frontage; Town acre 970, Adelaide-road, 130 feet frontage; Town acre 963, Riddiford-street, 191 feet frontage. Grants for these acres not yet issued. Plans and conditions to be seen at the office of the Auctioneer, where the fullest information can be obtained. (4, 166, 137, 301)
advertisement-title: NOTICE TO CONTRACTORS. (557, 147, 688, 157)
advertisement-body: 4 Star in Barrels, 90s. Hhds., 50s. J. DRANSFIELD. (560, 431, 668, 438)
advertisement (556, 443, 689, 471)
